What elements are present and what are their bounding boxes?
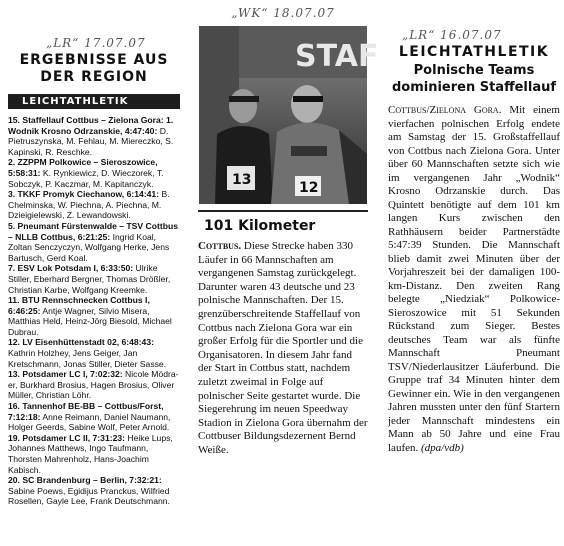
result-team-members: Anne Reimann, Daniel Naumann, Holger Geerds, Sabine Wolf, Peter Arnold.: [8, 411, 171, 433]
article-text: Mit einem vierfachen polnischen Erfolg endete am Samstag der 15. Großstaffellauf von Cottbus nach Zielona Gora. Unter über 60 Mannschaften setzte sich wie im vergangenen Jahr „Wodnik“ Krosno Odrzanskie durch. Das Quintett benötigte auf dem 101 km langen Kurs zwischen den Rathhäusern beider Partnerstädte 5:47:39 Stunden. Die Mannschaft blieb damit zwei Minuten über der Vorjahreszeit bei der damaligen 100-km-Distanz. Den zweiten Rang belegte „Niedziak“ Polkowice-Sieroszowice mit 51 Sekunden Rückstand zum Sieger. Bestes deutsches Team war als fünfte Mannschaft Pneumant TSV/Niederlausitzer Läuferbund. Die Gruppe traf 34 Minuten hinter dem Gewinner ein. Wie in den vergangenen Jahren mussten unter den fünf Startern jeder Mannschaft mindestens ein Mann ab 50 Jahre und eine Frau laufen.: [388, 104, 560, 454]
bib-left: 13: [232, 172, 252, 188]
result-heading: 7. ESV Lok Potsdam I, 6:33:50:: [8, 263, 134, 274]
article-dateline: Cottbus.: [198, 240, 242, 252]
result-team-members: Ulrike Stiller, Eberhard Bergner, Thomas Drößler, Christian Karbe, Wolfgang Kreemke.: [8, 263, 171, 295]
article-headline: 101 Kilometer: [204, 218, 316, 234]
result-heading: 19. Potsdamer LC II, 7:31:23:: [8, 432, 126, 443]
handwritten-source-date: „LR“ 17.07.07: [46, 36, 146, 50]
result-heading: 15. Staffellauf Cottbus – Zielona Gora: 1. Wodnik Krosno Odrzanskie, 4:47:40:: [8, 115, 174, 136]
result-heading: 12. LV Eisenhüttenstadt 02, 6:48:43:: [8, 337, 154, 348]
result-heading: 5. Pneumant Fürstenwalde – TSV Cottbus – NLLB Cottbus, 6:21:25:: [8, 220, 178, 242]
result-team-members: Antje Wagner, Silvio Misera, Matthias Held, Heinz-Jörg Biesold, Michael Dubrau.: [8, 305, 172, 337]
result-team-members: Nicole Mödraer, Burkhard Brosius, Hagen Brosius, Oliver Müller, Christian Löhr.: [8, 369, 179, 401]
result-heading: 2. ZZPPM Polkowice – Sieroszowice, 5:58:31:: [8, 157, 158, 178]
banner-text: STAF: [295, 39, 379, 74]
section-bar: LEICHTATHLETIK: [8, 94, 180, 109]
result-heading: 3. TKKF Promyk Ciechanow, 6:14:41:: [8, 189, 160, 200]
result-team-members: Ingrid Koal, Zoltan Senczyczyn, Wolfgang Herke, Jens Bartusch, Gerd Koal.: [8, 231, 170, 263]
result-team-members: D. Pietruszynska, M. Fehlau, M. Miereczko, S. Kapinski, R. Reschke.: [8, 125, 174, 157]
result-team-members: B. Chelminska, W. Piechna, A. Piechna, M. Dzieigielewski, Z. Lewandowski.: [8, 189, 170, 221]
result-heading: 20. SC Brandenburg – Berlin, 7:32:21:: [8, 475, 162, 486]
article-body: [388, 104, 560, 455]
result-team-members: Sabine Poews, Egidijus Pranckus, Wilfried Rosellen, Gayle Lee, Frank Deutschmann.: [8, 485, 170, 507]
bib-right: 12: [299, 180, 319, 196]
result-team-members: K. Rynkiewicz, D. Wieczorek, T. Sobczyk, P. Kaczmar, M. Kapitanczyk.: [8, 167, 164, 189]
results-list: [8, 115, 180, 507]
clipping-results: [0, 0, 186, 546]
result-team-members: Heike Lups, Johannes Matthews, Ingo Taufmann, Thorsten Mahrenholz, Hans-Joachim Kabisch.: [8, 432, 173, 475]
article-headline: Polnische Teams dominieren Staffellauf: [391, 63, 557, 95]
article-dateline: Cottbus/Zielona Gora.: [388, 104, 502, 116]
clipping-photo-story: [194, 0, 379, 546]
result-heading: 13. Potsdamer LC I, 7:02:32:: [8, 369, 123, 380]
handwritten-source-date: „LR“ 16.07.07: [402, 28, 502, 42]
handwritten-source-date: „WK“ 18.07.07: [231, 6, 335, 20]
headline-rule: [198, 210, 368, 212]
article-credit: (dpa/vdb): [418, 441, 464, 454]
result-heading: 16. Tannenhof BE-BB – Cottbus/Forst, 7:12:18:: [8, 401, 164, 422]
runners-photo-drawing: [199, 26, 379, 204]
result-heading: 11. BTU Rennschnecken Cottbus I, 6:46:25:: [8, 295, 150, 316]
article-text: Diese Strecke haben 330 Läufer in 66 Mannschaften am vergangenen Samstag zurückgelegt. Darunter waren 43 deutsche und 23 polnische Mannschaften. Der 15. grenzüberschreitende Staffellauf von Cottbus nach Zielona Gora war ein großer Erfolg für die Sportler und die Organisatoren. In diesem Jahr fand der Start in Cottbus statt, nachdem zuletzt zweimal in Folge auf polnischer Seite gestartet wurde. Die Siegerehrung im neuen Speedway Stadion in Zielona Gora übernahm der Cottbuser Bildungsdezernent Bernd Weiße.: [198, 240, 368, 456]
clipping-title: ERGEBNISSE AUS DER REGION: [19, 52, 169, 85]
section-rubric: LEICHTATHLETIK: [398, 44, 550, 60]
article-body: [198, 240, 368, 458]
clipping-report: [380, 0, 564, 546]
runners-photo: [199, 26, 379, 204]
result-team-members: Kathrin Holzhey, Jens Geiger, Jan Kretschmann, Jonas Stiller, Dieter Sasse.: [8, 348, 167, 369]
